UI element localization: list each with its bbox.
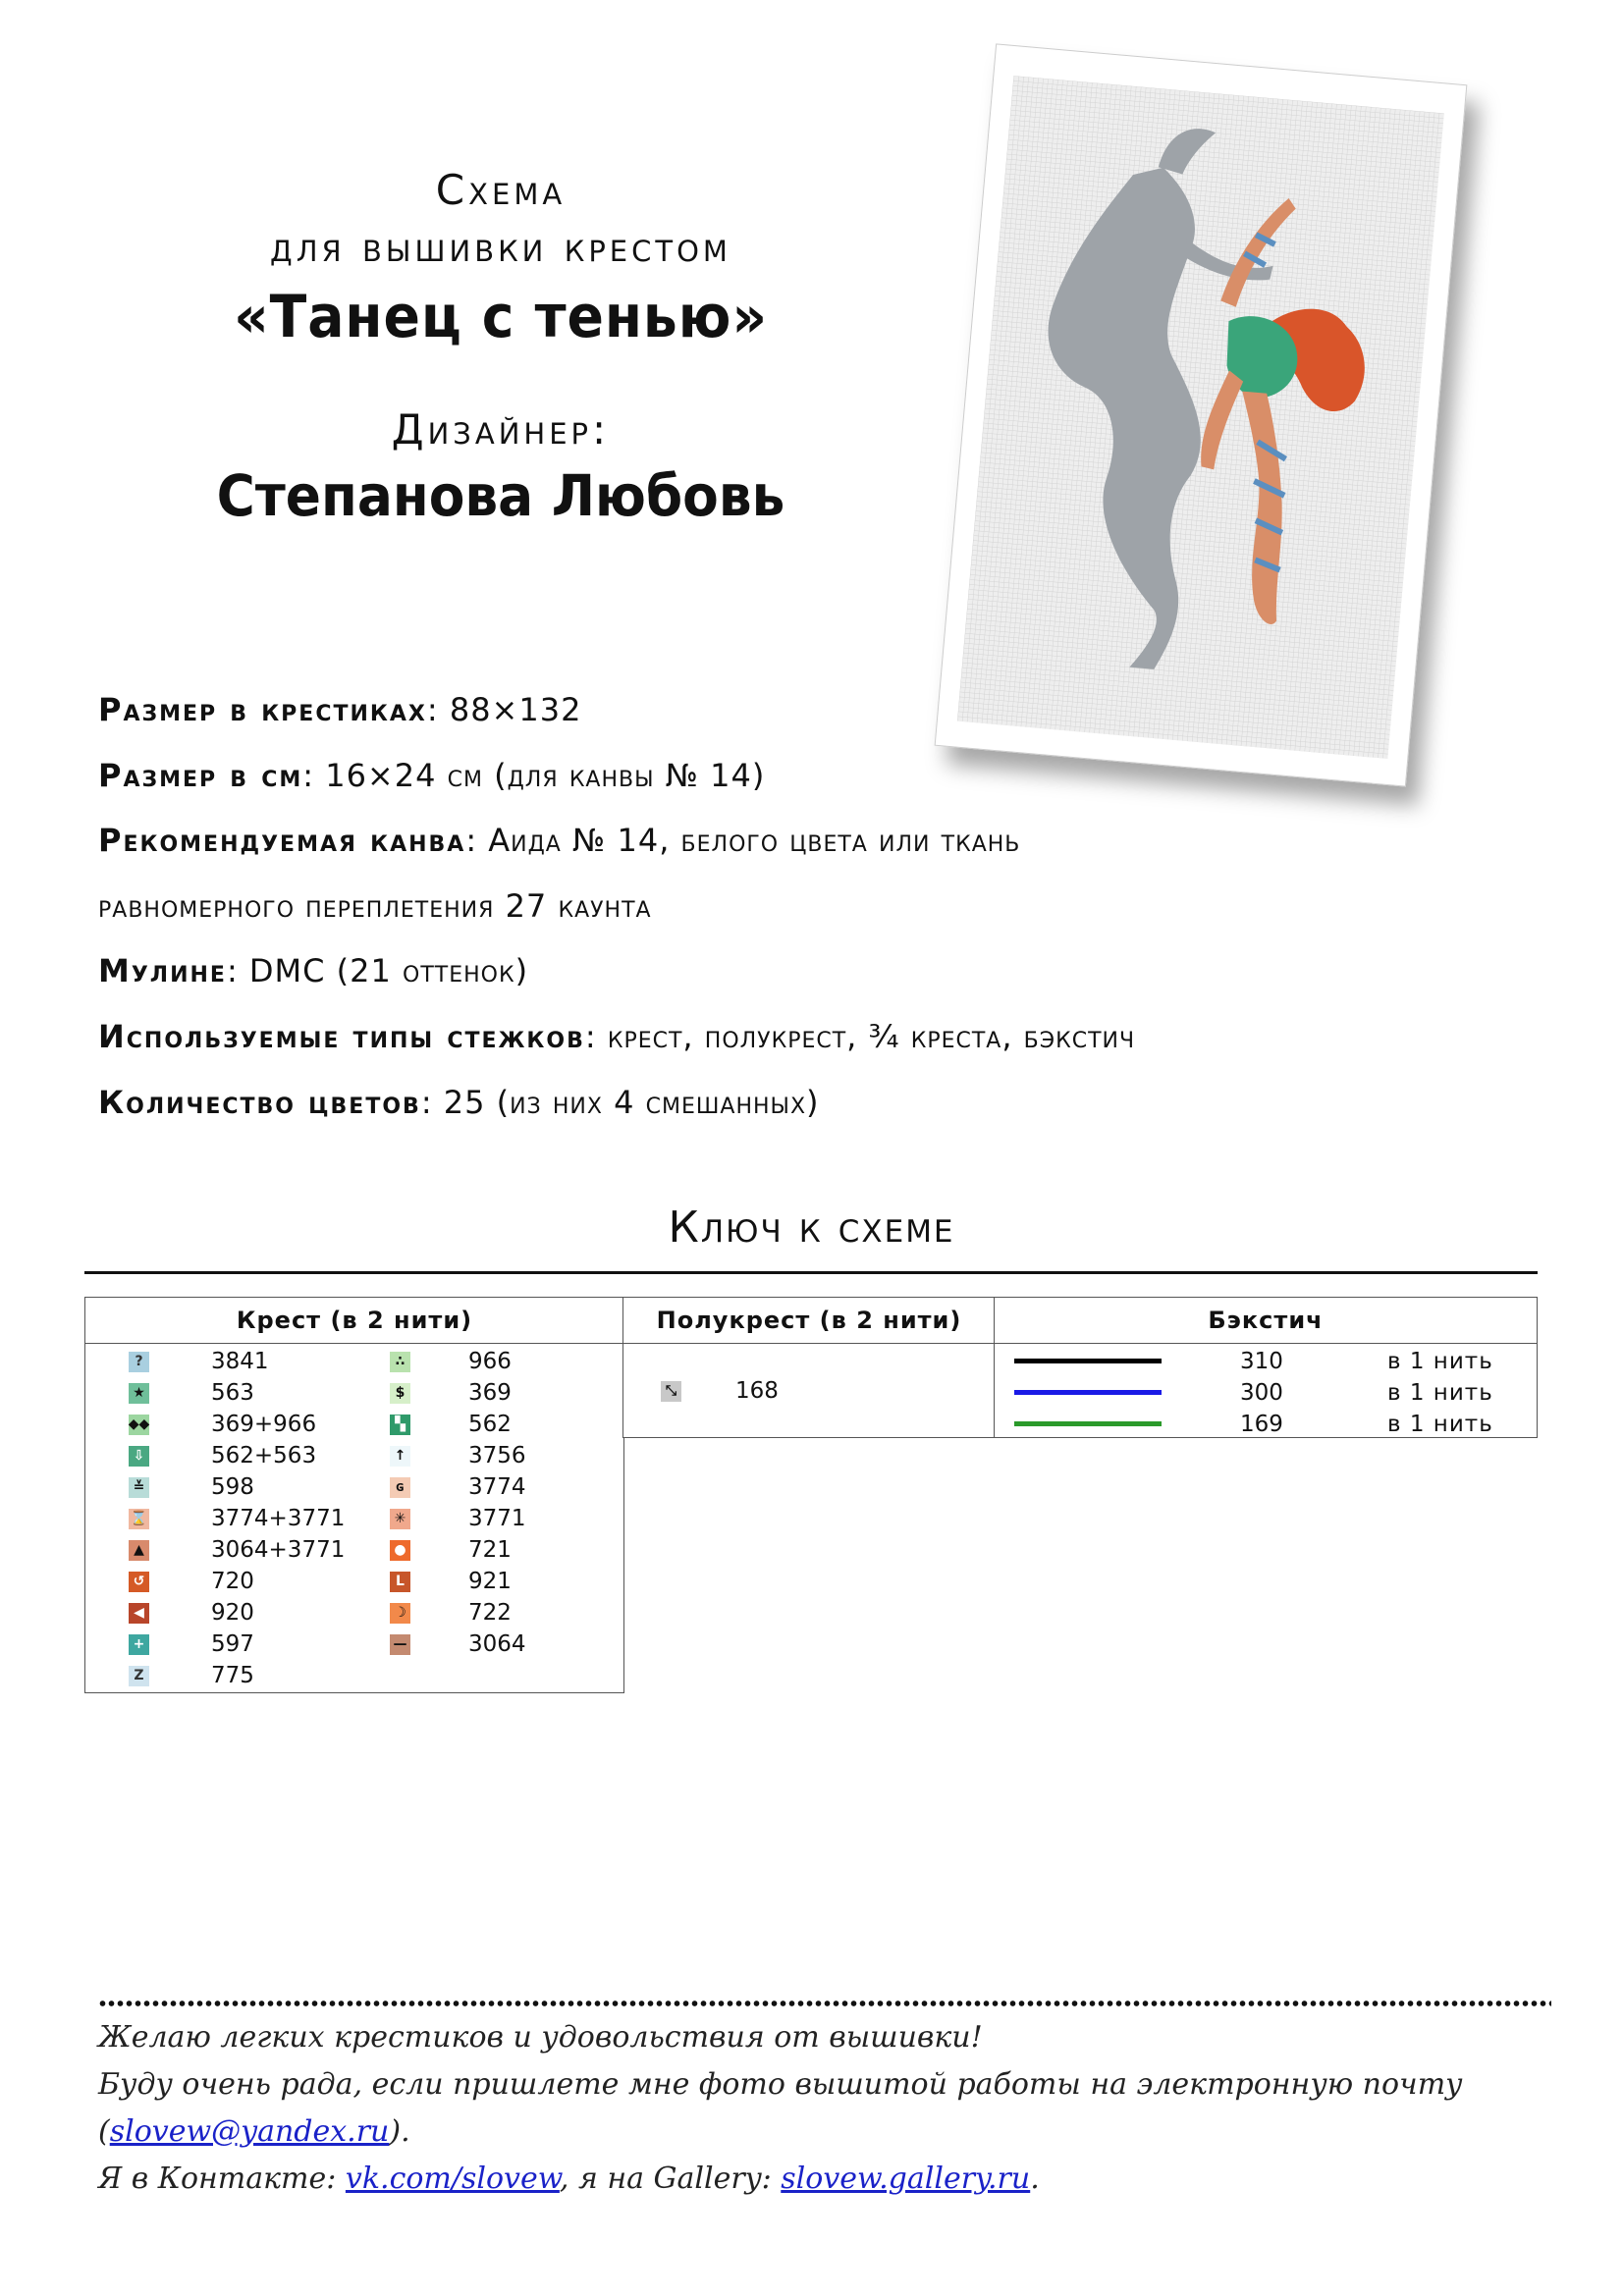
cross-key-item <box>129 1378 345 1408</box>
symbol-swatch-icon: ● <box>390 1540 410 1561</box>
symbol-swatch-icon: ▲ <box>129 1540 149 1561</box>
cross-stitch-key-table <box>84 1297 624 1693</box>
footer-line-2: Буду очень рада, если пришлете мне фото вышитой работы на электронную почту (slovew@yandex.ru). <box>98 2067 1463 2149</box>
dmc-code: 920 <box>211 1600 254 1626</box>
symbol-swatch-icon: ◆◆ <box>129 1415 149 1435</box>
cross-key-item <box>129 1567 345 1596</box>
symbol-swatch-icon: ≚ <box>129 1477 149 1498</box>
cross-key-item <box>129 1441 345 1470</box>
embroidery-illustration <box>936 44 1467 785</box>
symbol-swatch-icon: ∴ <box>390 1352 410 1372</box>
symbol-swatch-icon: ɢ <box>390 1477 410 1498</box>
dmc-code: 169 <box>1240 1412 1283 1437</box>
dmc-code: 3756 <box>468 1443 526 1468</box>
info-row-stitch-types: Используемые типы стежков: крест, полукрест, ¾ креста, бэкстич <box>98 1017 1136 1055</box>
dmc-code: 563 <box>211 1380 254 1406</box>
footer-line-1: Желаю легких крестиков и удовольствия от вышивки! <box>98 2020 983 2055</box>
pattern-info <box>98 677 1375 1135</box>
info-row-colors-count: Количество цветов: 25 (из них 4 смешанных) <box>98 1083 820 1121</box>
info-row-size-stitches: Размер в крестиках: 88×132 <box>98 691 582 728</box>
dmc-code: 300 <box>1240 1380 1283 1406</box>
cross-key-item <box>129 1661 345 1690</box>
key-title: Ключ к схеме <box>668 1202 955 1253</box>
cross-key-item <box>129 1598 345 1628</box>
vk-link[interactable]: vk.com/slovew <box>345 2162 560 2196</box>
symbol-swatch-icon: ▚ <box>390 1415 410 1435</box>
symbol-swatch-icon: $ <box>390 1383 410 1404</box>
backstitch-header: Бэкстич <box>995 1298 1537 1344</box>
symbol-swatch-icon: ☽ <box>390 1603 410 1624</box>
dmc-code: 562 <box>468 1412 512 1437</box>
info-row-canvas: Рекомендуемая канва: Аида № 14, белого цвета или ткань <box>98 822 1021 860</box>
half-key-item <box>661 1376 877 1406</box>
half-stitch-header: Полукрест (в 2 нити) <box>623 1298 995 1344</box>
cross-key-item <box>390 1441 606 1470</box>
symbol-swatch-icon: + <box>129 1634 149 1655</box>
symbol-swatch-icon: ✳ <box>390 1509 410 1529</box>
dmc-code: 3774+3771 <box>211 1506 346 1531</box>
dmc-code: 597 <box>211 1631 254 1657</box>
key-divider <box>84 1271 1538 1274</box>
strand-count: в 1 нить <box>1387 1380 1493 1406</box>
cross-key-item <box>390 1378 606 1408</box>
cross-key-item <box>390 1410 606 1439</box>
designer-name: Степанова Любовь <box>216 462 785 529</box>
cross-key-item <box>390 1535 606 1565</box>
dmc-code: 598 <box>211 1474 254 1500</box>
symbol-swatch-icon: ★ <box>129 1383 149 1404</box>
footer-dotted-divider <box>98 2001 1551 2006</box>
dmc-code: 721 <box>468 1537 512 1563</box>
symbol-swatch-icon: ? <box>129 1352 149 1372</box>
cross-key-item <box>129 1472 345 1502</box>
cross-key-item <box>129 1410 345 1439</box>
backstitch-line-swatch <box>1014 1359 1162 1363</box>
cross-key-item <box>129 1504 345 1533</box>
dmc-code: 310 <box>1240 1349 1283 1374</box>
symbol-swatch-icon: — <box>390 1634 410 1655</box>
cross-key-item <box>129 1535 345 1565</box>
dmc-code: 369 <box>468 1380 512 1406</box>
dmc-code: 720 <box>211 1569 254 1594</box>
dmc-code: 562+563 <box>211 1443 317 1468</box>
cross-key-item <box>390 1629 606 1659</box>
title-block <box>147 162 854 533</box>
cross-key-item <box>390 1472 606 1502</box>
dmc-code: 168 <box>735 1378 779 1404</box>
cross-stitch-header: Крест (в 2 нити) <box>85 1298 623 1344</box>
dmc-code: 775 <box>211 1663 254 1688</box>
dmc-code: 3064 <box>468 1631 526 1657</box>
cross-key-item <box>390 1347 606 1376</box>
strand-count: в 1 нить <box>1387 1349 1493 1374</box>
cross-key-item <box>390 1598 606 1628</box>
dmc-code: 3841 <box>211 1349 269 1374</box>
title-line-2: для вышивки крестом <box>270 223 731 271</box>
symbol-swatch-icon: ⌛ <box>129 1509 149 1529</box>
backstitch-line-swatch <box>1014 1421 1162 1426</box>
symbol-swatch-icon: ↺ <box>129 1572 149 1592</box>
cross-key-item <box>129 1347 345 1376</box>
dmc-code: 3771 <box>468 1506 526 1531</box>
backstitch-line-swatch <box>1014 1390 1162 1395</box>
email-link[interactable]: slovew@yandex.ru <box>109 2114 390 2149</box>
dmc-code: 722 <box>468 1600 512 1626</box>
cross-key-item <box>390 1567 606 1596</box>
backstitch-key-table <box>994 1297 1538 1438</box>
pattern-preview-image <box>935 43 1468 786</box>
cross-key-item <box>129 1629 345 1659</box>
dmc-code: 921 <box>468 1569 512 1594</box>
symbol-swatch-icon: ◀ <box>129 1603 149 1624</box>
gallery-link[interactable]: slovew.gallery.ru <box>781 2162 1031 2196</box>
info-row-size-cm: Размер в см: 16×24 см (для канвы № 14) <box>98 756 766 794</box>
footer-note <box>98 2014 1551 2203</box>
symbol-swatch-icon: L <box>390 1572 410 1592</box>
pattern-name: «Танец с тенью» <box>234 283 768 351</box>
info-row-canvas-continued: равномерного переплетения 27 каунта <box>98 886 652 925</box>
dmc-code: 3774 <box>468 1474 526 1500</box>
footer-line-3: Я в Контакте: vk.com/slovew, я на Gallery: slovew.gallery.ru. <box>98 2162 1040 2196</box>
dmc-code: 966 <box>468 1349 512 1374</box>
dmc-code: 369+966 <box>211 1412 317 1437</box>
symbol-swatch-icon: ⇩ <box>129 1446 149 1467</box>
half-stitch-key-table <box>622 1297 996 1438</box>
symbol-swatch-icon: ⤡ <box>661 1381 681 1402</box>
designer-label: Дизайнер: <box>391 405 611 454</box>
title-line-1: Схема <box>435 166 567 214</box>
strand-count: в 1 нить <box>1387 1412 1493 1437</box>
symbol-swatch-icon: Z <box>129 1666 149 1686</box>
dmc-code: 3064+3771 <box>211 1537 346 1563</box>
symbol-swatch-icon: ↑ <box>390 1446 410 1467</box>
info-row-floss: Мулине: DMC (21 оттенок) <box>98 952 529 990</box>
cross-key-item <box>390 1504 606 1533</box>
